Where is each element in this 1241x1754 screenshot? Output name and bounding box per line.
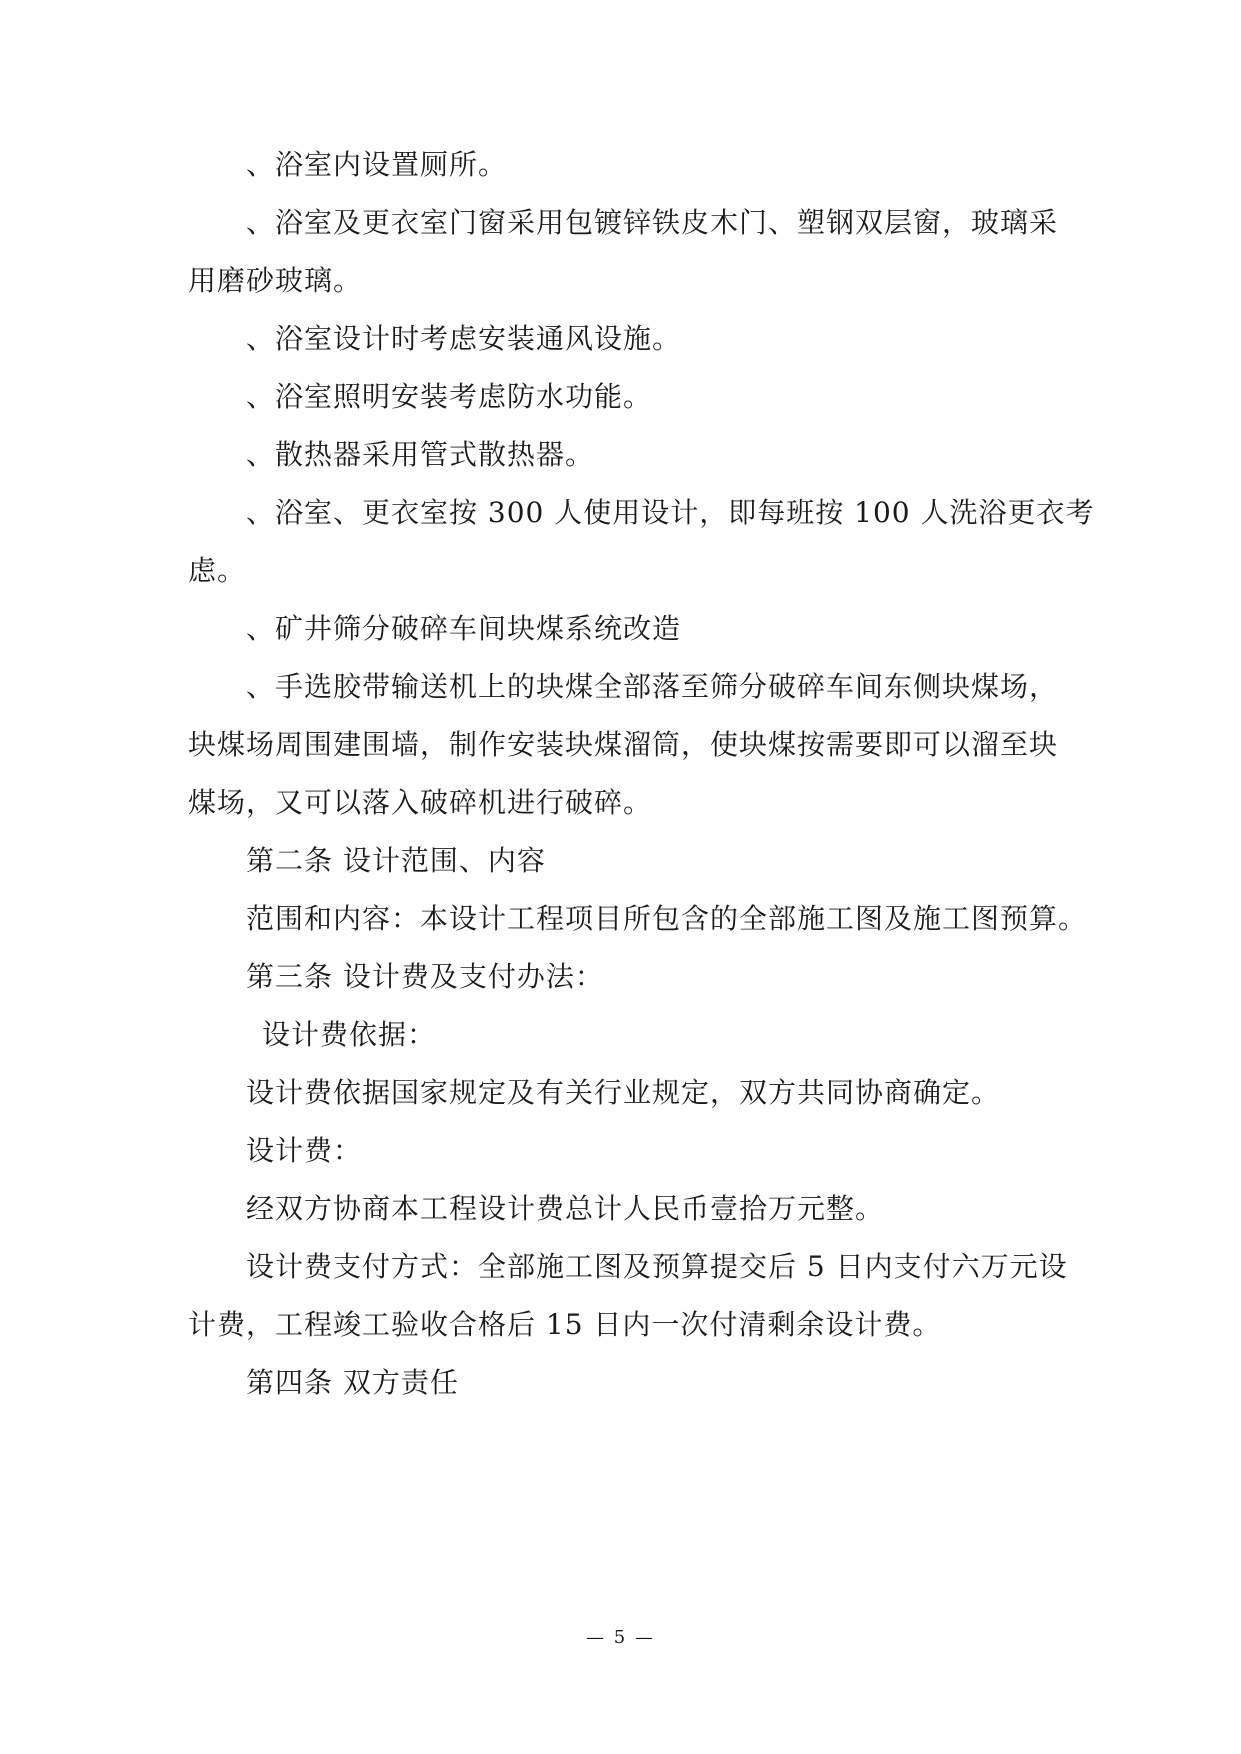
text-line: 经双方协商本工程设计费总计人民币壹拾万元整。 (246, 1192, 885, 1225)
text-line: 、浴室照明安装考虑防水功能。 (246, 380, 653, 413)
text-line: 设计费依据： (262, 1018, 437, 1051)
section-heading: 第四条 双方责任 (246, 1366, 459, 1399)
text-line: 块煤场周围建围墙，制作安装块煤溜筒，使块煤按需要即可以溜至块 (188, 728, 1059, 761)
text-line: 用磨砂玻璃。 (188, 264, 363, 297)
text-line: 设计费支付方式：全部施工图及预算提交后 5 日内支付六万元设 (246, 1250, 1068, 1283)
text-line: 、浴室设计时考虑安装通风设施。 (246, 322, 682, 355)
text-line: 、矿井筛分破碎车间块煤系统改造 (246, 612, 682, 645)
text-line: 、散热器采用管式散热器。 (246, 438, 595, 471)
text-line: 计费，工程竣工验收合格后 15 日内一次付清剩余设计费。 (188, 1308, 942, 1341)
text-line: 、浴室内设置厕所。 (246, 148, 508, 181)
text-line: 范围和内容：本设计工程项目所包含的全部施工图及施工图预算。 (246, 902, 1088, 935)
text-line: 、浴室及更衣室门窗采用包镀锌铁皮木门、塑钢双层窗，玻璃采 (246, 206, 1059, 239)
section-heading: 第三条 设计费及支付办法： (246, 960, 604, 993)
section-heading: 第二条 设计范围、内容 (246, 844, 546, 877)
page-number: — 5 — (586, 1627, 655, 1648)
text-line: 虑。 (188, 554, 247, 587)
text-line: 、浴室、更衣室按 300 人使用设计，即每班按 100 人洗浴更衣考 (246, 496, 1095, 529)
text-line: 煤场，又可以落入破碎机进行破碎。 (188, 786, 653, 819)
text-line: 设计费依据国家规定及有关行业规定，双方共同协商确定。 (246, 1076, 1001, 1109)
text-line: 设计费： (246, 1134, 363, 1167)
text-line: 、手选胶带输送机上的块煤全部落至筛分破碎车间东侧块煤场， (246, 670, 1059, 703)
